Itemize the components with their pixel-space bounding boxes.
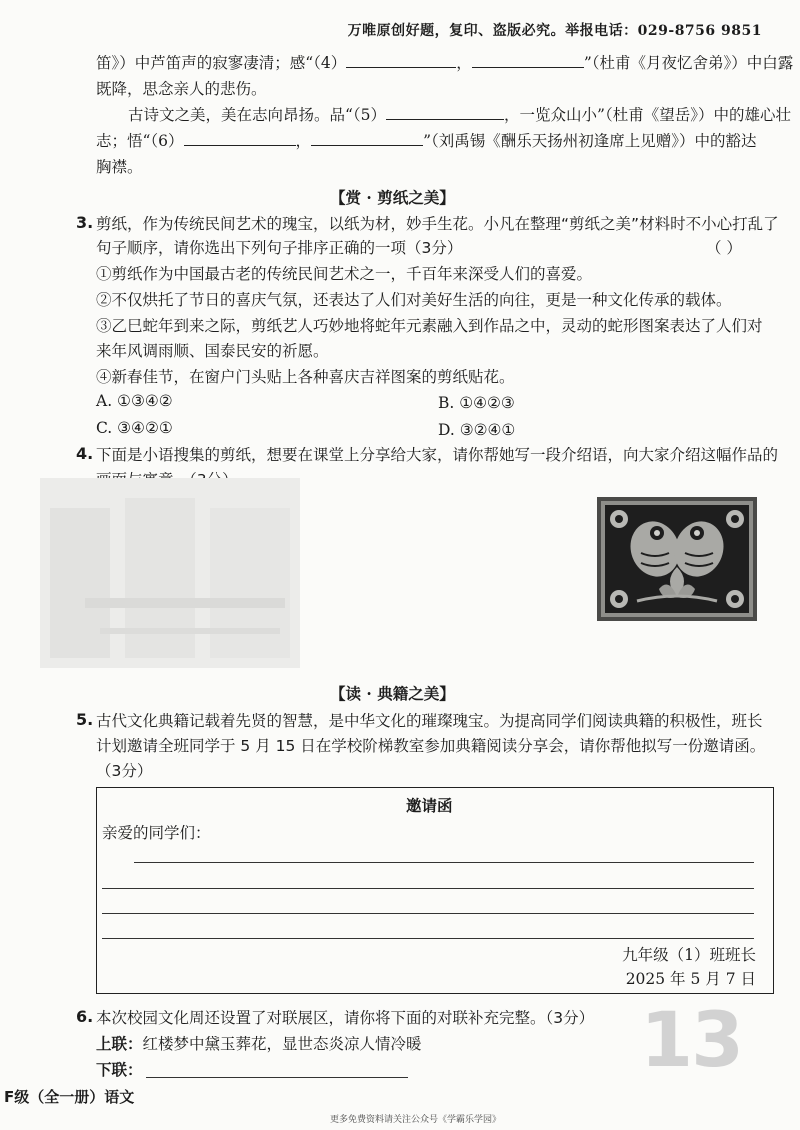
q3-sentence-4: ④新春佳节，在窗户门头贴上各种喜庆吉祥图案的剪纸贴花。 (96, 368, 515, 386)
question-number-6: 6. (76, 1007, 94, 1026)
q3-text-line-2: 句子顺序，请你选出下列句子排序正确的一项（3分） (96, 239, 463, 257)
q3-sentence-1: ①剪纸作为中国最古老的传统民间艺术之一，千百年来深受人们的喜爱。 (96, 265, 593, 283)
answer-blank-4a[interactable] (346, 52, 456, 68)
question-number-4: 4. (76, 444, 94, 463)
writing-line-2[interactable] (102, 888, 754, 889)
answer-blank-6a[interactable] (184, 130, 296, 146)
question-number-5: 5. (76, 710, 94, 729)
q3-sentence-3-line-2: 来年风调雨顺、国泰民安的祈愿。 (96, 342, 329, 360)
copyright-notice: 万唯原创好题，复印、盗版必究。举报电话：029-8756 9851 (347, 23, 762, 39)
q4-text-line-1: 下面是小语搜集的剪纸，想要在课堂上分享给大家，请你帮她写一段介绍语，向大家介绍这幅作品的 (96, 446, 779, 464)
q3-sentence-3-line-1: ③乙巳蛇年到来之际，剪纸艺人巧妙地将蛇年元素融入到作品之中，灵动的蛇形图案表达了人们对 (96, 317, 763, 335)
writing-line-1[interactable] (134, 862, 754, 863)
footer-note: 更多免费资料请关注公众号《学霸乐学园》 (330, 1115, 502, 1125)
question-number-3: 3. (76, 213, 94, 232)
q3-option-d[interactable]: D. ③②④① (438, 421, 516, 439)
q3-option-c[interactable]: C. ③④②① (96, 419, 173, 437)
couplet-lower-answer-line[interactable] (146, 1077, 408, 1078)
intro-line-1: 笛》）中芦笛声的寂寥凄清；感“（4） ， ”（杜甫《月夜忆舍弟》）中白露 (96, 54, 794, 72)
intro-line-2: 既降，思念亲人的悲伤。 (96, 80, 267, 98)
invitation-title: 邀请函 (406, 796, 453, 815)
papercut-fish-image (597, 497, 757, 621)
couplet-lower: 下联： (96, 1061, 143, 1079)
q3-sentence-2: ②不仅烘托了节日的喜庆气氛，还表达了人们对美好生活的向往，更是一种文化传承的载体。 (96, 291, 732, 309)
invitation-signature: 九年级（1）班班长 (622, 946, 756, 964)
answer-blank-6b[interactable] (311, 130, 423, 146)
page-number: 13 (640, 995, 742, 1084)
invitation-salutation: 亲爱的同学们： (102, 824, 211, 842)
intro-line-3: 古诗文之美，美在志向昂扬。品“（5） ，一览众山小”（杜甫《望岳》）中的雄心壮 (128, 106, 791, 124)
intro-line-5: 胸襟。 (96, 158, 143, 176)
section-heading-papercut: 【赏 · 剪纸之美】 (330, 188, 455, 207)
section-heading-classics: 【读 · 典籍之美】 (330, 684, 455, 703)
q3-answer-paren[interactable]: （ ） (706, 239, 742, 257)
invitation-date: 2025 年 5 月 7 日 (625, 970, 756, 988)
book-label: F级（全一册）语文 (4, 1088, 135, 1106)
writing-line-3[interactable] (102, 913, 754, 914)
q6-text: 本次校园文化周还设置了对联展区，请你将下面的对联补充完整。（3分） (96, 1009, 595, 1027)
faded-watermark-logo (40, 478, 300, 668)
writing-line-4[interactable] (102, 938, 754, 939)
q3-text-line-1: 剪纸，作为传统民间艺术的瑰宝，以纸为材，妙手生花。小凡在整理“剪纸之美”材料时不小心打乱了 (96, 215, 779, 233)
answer-blank-4b[interactable] (472, 52, 584, 68)
answer-blank-5[interactable] (386, 104, 504, 120)
q5-text-line-3: （3分） (96, 762, 153, 780)
q5-text-line-2: 计划邀请全班同学于 5 月 15 日在学校阶梯教室参加典籍阅读分享会，请你帮他拟写一份邀请函。 (96, 737, 766, 755)
q3-option-b[interactable]: B. ①④②③ (438, 394, 515, 412)
q5-text-line-1: 古代文化典籍记载着先贤的智慧，是中华文化的璀璨瑰宝。为提高同学们阅读典籍的积极性，班长 (96, 712, 763, 730)
q3-option-a[interactable]: A. ①③④② (96, 392, 173, 410)
couplet-upper: 上联：红楼梦中黛玉葬花，显世态炎凉人情冷暖 (96, 1035, 422, 1053)
intro-line-4: 志；悟“（6） ， ”（刘禹锡《酬乐天扬州初逢席上见赠》）中的豁达 (96, 132, 757, 150)
